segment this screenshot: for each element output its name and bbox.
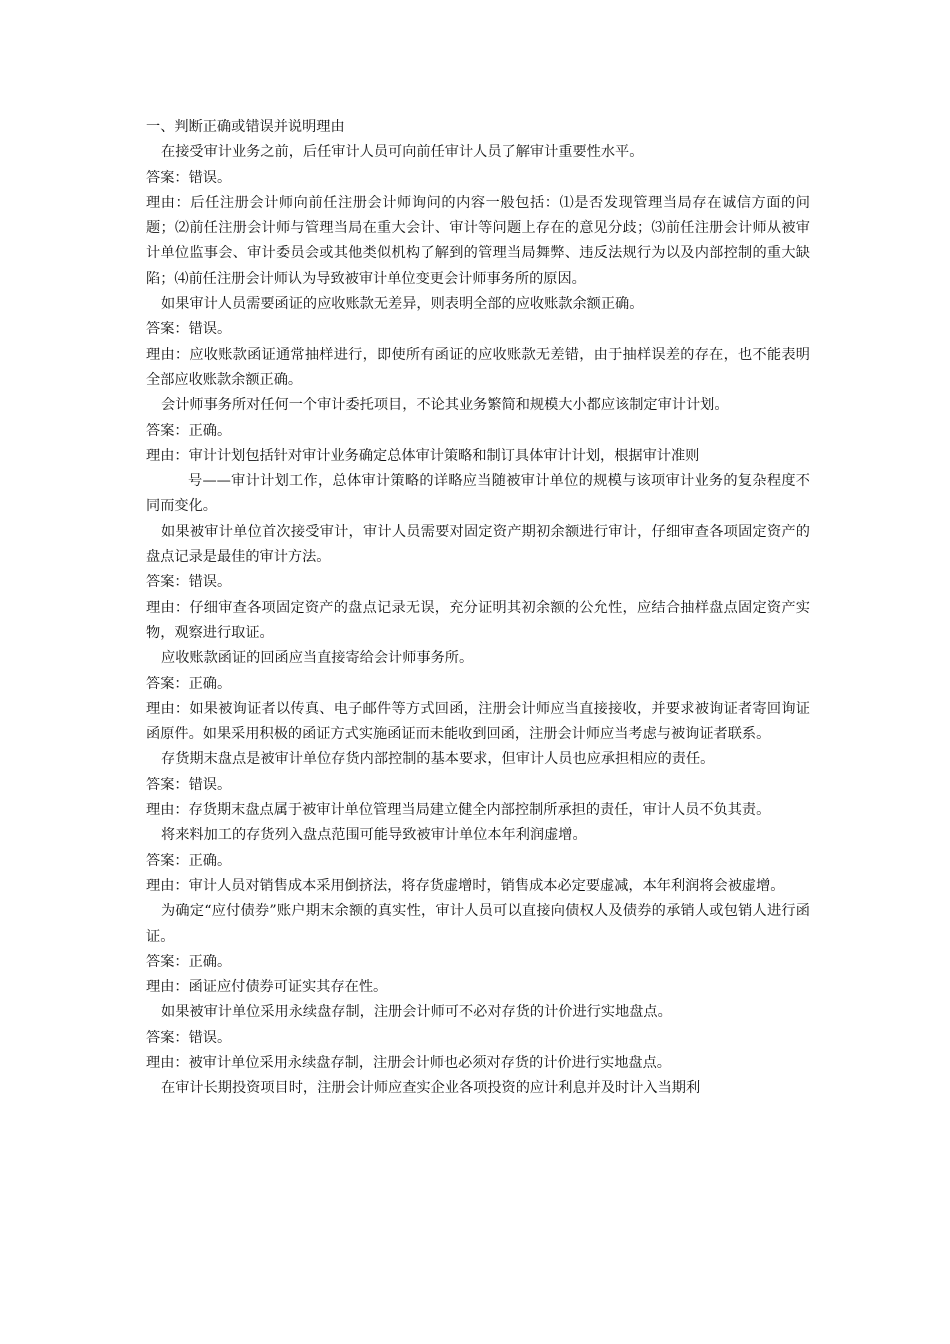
reason-1: 理由：后任注册会计师向前任注册会计师询问的内容一般包括：⑴是否发现管理当局存在诚信方面的问题；⑵前任注册会计师与管理当局在重大会计、审计等问题上存在的意见分歧；⑶前任注册会计师从被审计单位监事会、审计委员会或其他类似机构了解到的管理当局舞弊、违反法规行为以及内部控制的重大缺陷；⑷前任注册会计师认为导致被审计单位变更会计师事务所的原因。 [146,194,810,287]
answer-1: 答案：错误。 [146,169,232,186]
question-9: 如果被审计单位采用永续盘存制，注册会计师可不必对存货的计价进行实地盘点。 [161,1004,672,1021]
document-page [146,115,810,1102]
answer-5: 答案：正确。 [146,675,232,692]
reason-5: 理由：如果被询证者以传真、电子邮件等方式回函，注册会计师应当直接接收，并要求被询证者寄回询证函原件。如果采用积极的函证方式实施函证而未能收到回函，注册会计师应当考虑与被询证者联系。 [146,700,810,743]
reason-2: 理由：应收账款函证通常抽样进行，即使所有函证的应收账款无差错，由于抽样误差的存在，也不能表明全部应收账款余额正确。 [146,346,810,388]
answer-3: 答案：正确。 [146,422,232,439]
reason-3-line-2: 号——审计计划工作，总体审计策略的详略应当随被审计单位的规模与该项审计业务的复杂程度不同而变化。 [146,473,810,515]
question-10: 在审计长期投资项目时，注册会计师应查实企业各项投资的应计利息并及时计入当期利 [161,1080,701,1097]
reason-4: 理由：仔细审查各项固定资产的盘点记录无误，充分证明其初余额的公允性，应结合抽样盘点固定资产实物，观察进行取证。 [146,599,810,641]
question-6: 存货期末盘点是被审计单位存货内部控制的基本要求，但审计人员也应承担相应的责任。 [161,751,715,768]
reason-6: 理由：存货期末盘点属于被审计单位管理当局建立健全内部控制所承担的责任，审计人员不负其责。 [146,802,771,819]
question-4: 如果被审计单位首次接受审计，审计人员需要对固定资产期初余额进行审计，仔细审查各项固定资产的盘点记录是最佳的审计方法。 [146,523,810,566]
question-7: 将来料加工的存货列入盘点范围可能导致被审计单位本年利润虚增。 [161,827,587,844]
question-5: 应收账款函证的回函应当直接寄给会计师事务所。 [161,650,474,667]
reason-9: 理由：被审计单位采用永续盘存制，注册会计师也必须对存货的计价进行实地盘点。 [146,1054,671,1071]
answer-9: 答案：错误。 [146,1029,232,1046]
question-2: 如果审计人员需要函证的应收账款无差异，则表明全部的应收账款余额正确。 [161,296,644,313]
section-heading: 一、判断正确或错误并说明理由 [146,119,345,135]
answer-8: 答案：正确。 [146,953,232,970]
question-8: 为确定“应付债券”账户期末余额的真实性，审计人员可以直接向债权人及债券的承销人或包销人进行函证。 [146,903,810,945]
question-1: 在接受审计业务之前，后任审计人员可向前任审计人员了解审计重要性水平。 [161,144,644,161]
answer-4: 答案：错误。 [146,574,232,591]
question-3: 会计师事务所对任何一个审计委托项目，不论其业务繁简和规模大小都应该制定审计计划。 [161,397,729,414]
answer-6: 答案：错误。 [146,776,232,793]
reason-8: 理由：函证应付债券可证实其存在性。 [146,979,388,996]
reason-7: 理由：审计人员对销售成本采用倒挤法，将存货虚增时，销售成本必定要虚减，本年利润将会被虚增。 [146,877,785,894]
answer-7: 答案：正确。 [146,852,232,869]
answer-2: 答案：错误。 [146,321,232,338]
reason-3-line-1: 理由：审计计划包括针对审计业务确定总体审计策略和制订具体审计计划，根据审计准则 [146,447,700,464]
